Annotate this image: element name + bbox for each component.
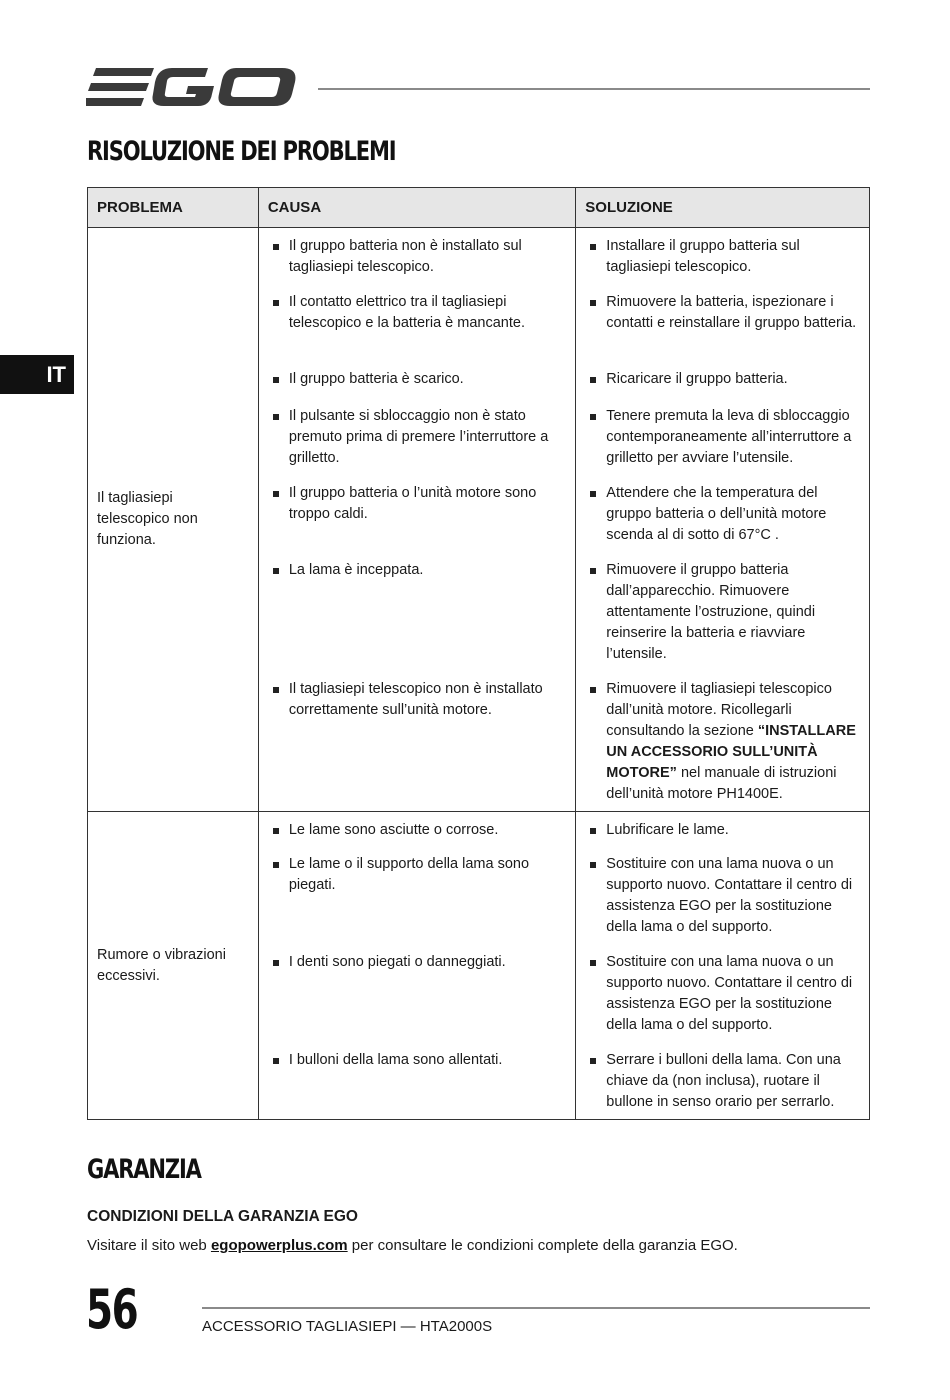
bullet-icon bbox=[273, 414, 279, 420]
bullet-icon bbox=[590, 687, 596, 693]
cause-item: I denti sono piegati o danneggiati. bbox=[271, 952, 565, 1050]
cause-item: Le lame o il supporto della lama sono piegati. bbox=[271, 854, 565, 952]
cause-item: Il contatto elettrico tra il tagliasiepi telescopico e la batteria è mancante. bbox=[271, 292, 565, 369]
solution-item: Ricaricare il gruppo batteria. bbox=[588, 369, 859, 406]
solution-item: Attendere che la temperatura del gruppo batteria o dell’unità motore scenda al di sotto di 67°C . bbox=[588, 483, 859, 560]
manual-section-reference: “INSTALLARE UN ACCESSORIO SULL’UNITÀ MOTORE” bbox=[606, 723, 856, 781]
header-rule bbox=[318, 88, 870, 90]
bullet-icon bbox=[590, 1058, 596, 1064]
ego-logo bbox=[86, 62, 298, 117]
solution-item: Rimuovere la batteria, ispezionare i contatti e reinstallare il gruppo batteria. bbox=[588, 292, 859, 369]
cause-list bbox=[258, 812, 575, 1120]
bullet-icon bbox=[273, 491, 279, 497]
column-header-cause: CAUSA bbox=[258, 188, 575, 228]
bullet-icon bbox=[590, 828, 596, 834]
problem-cell: Rumore o vibrazioni eccessivi. bbox=[88, 812, 259, 1120]
bullet-icon bbox=[273, 568, 279, 574]
cause-item: Il gruppo batteria è scarico. bbox=[271, 369, 565, 406]
footer-text: ACCESSORIO TAGLIASIEPI — HTA2000S bbox=[202, 1318, 493, 1335]
table-header-row bbox=[88, 188, 870, 228]
warranty-website-link[interactable]: egopowerplus.com bbox=[210, 1237, 348, 1254]
bullet-icon bbox=[273, 244, 279, 250]
column-header-problem: PROBLEMA bbox=[88, 188, 259, 228]
bullet-icon bbox=[273, 377, 279, 383]
warranty-title: GARANZIA bbox=[87, 1154, 201, 1185]
bullet-icon bbox=[590, 491, 596, 497]
cause-item: La lama è inceppata. bbox=[271, 560, 565, 679]
bullet-icon bbox=[273, 828, 279, 834]
solution-item: Rimuovere il tagliasiepi telescopico dall’unità motore. Ricollegarli consultando la sezione “INSTALLARE UN ACCESSORIO SULL’UNITÀ MOTORE” nel manuale di istruzioni dell’unità motore PH1400E. bbox=[588, 679, 859, 805]
bullet-icon bbox=[273, 862, 279, 868]
solution-item: Sostituire con una lama nuova o un supporto nuovo. Contattare il centro di assistenza EGO per la sostituzione della lama o del supporto. bbox=[588, 854, 859, 952]
bullet-icon bbox=[273, 1058, 279, 1064]
bullet-icon bbox=[273, 687, 279, 693]
bullet-icon bbox=[590, 300, 596, 306]
warranty-subtitle: CONDIZIONI DELLA GARANZIA EGO bbox=[87, 1208, 358, 1225]
cause-item: Il tagliasiepi telescopico non è installato correttamente sull’unità motore. bbox=[271, 679, 565, 721]
page-number: 56 bbox=[86, 1278, 138, 1341]
solution-list bbox=[576, 812, 870, 1120]
column-header-solution: SOLUZIONE bbox=[576, 188, 870, 228]
solution-item: Lubrificare le lame. bbox=[588, 820, 859, 854]
problem-cell: Il tagliasiepi telescopico non funziona. bbox=[88, 228, 259, 812]
warranty-text: Visitare il sito web egopowerplus.com per consultare le condizioni complete della garanzia EGO. bbox=[87, 1237, 738, 1254]
table-row bbox=[88, 812, 870, 1120]
cause-item: Il gruppo batteria non è installato sul tagliasiepi telescopico. bbox=[271, 236, 565, 292]
bullet-icon bbox=[590, 862, 596, 868]
cause-item: I bulloni della lama sono allentati. bbox=[271, 1050, 565, 1071]
bullet-icon bbox=[273, 960, 279, 966]
bullet-icon bbox=[273, 300, 279, 306]
cause-list bbox=[258, 228, 575, 812]
cause-item: Le lame sono asciutte o corrose. bbox=[271, 820, 565, 854]
solution-item: Serrare i bulloni della lama. Con una chiave da (non inclusa), ruotare il bullone in senso orario per serrarlo. bbox=[588, 1050, 859, 1113]
bullet-icon bbox=[590, 414, 596, 420]
solution-item: Rimuovere il gruppo batteria dall’apparecchio. Rimuovere attentamente l’ostruzione, quindi reinserire la batteria e riavviare l’utensile. bbox=[588, 560, 859, 679]
bullet-icon bbox=[590, 377, 596, 383]
solution-item: Tenere premuta la leva di sbloccaggio contemporaneamente all’interruttore a grilletto per avviare l’utensile. bbox=[588, 406, 859, 483]
solution-list bbox=[576, 228, 870, 812]
troubleshooting-title: RISOLUZIONE DEI PROBLEMI bbox=[87, 136, 396, 167]
bullet-icon bbox=[590, 568, 596, 574]
bullet-icon bbox=[590, 244, 596, 250]
cause-item: Il pulsante si sbloccaggio non è stato premuto prima di premere l’interruttore a grilletto. bbox=[271, 406, 565, 483]
footer-rule bbox=[202, 1307, 870, 1309]
solution-item: Installare il gruppo batteria sul tagliasiepi telescopico. bbox=[588, 236, 859, 292]
table-row bbox=[88, 228, 870, 812]
solution-item: Sostituire con una lama nuova o un supporto nuovo. Contattare il centro di assistenza EGO per la sostituzione della lama o del supporto. bbox=[588, 952, 859, 1050]
bullet-icon bbox=[590, 960, 596, 966]
language-tab: IT bbox=[0, 355, 74, 394]
troubleshooting-table bbox=[87, 187, 870, 1120]
cause-item: Il gruppo batteria o l’unità motore sono troppo caldi. bbox=[271, 483, 565, 560]
